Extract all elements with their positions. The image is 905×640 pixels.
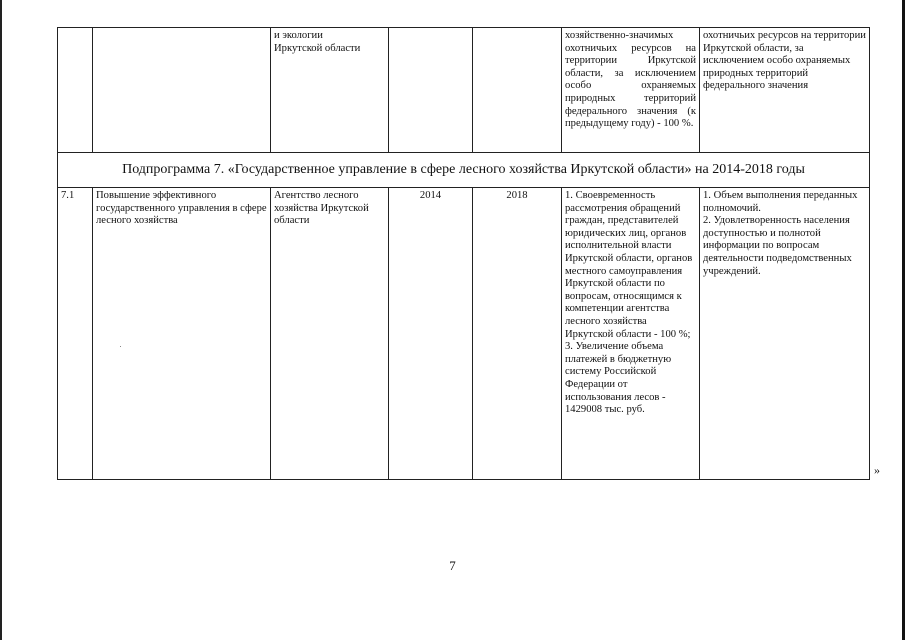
cell-start-year: 2014: [389, 188, 473, 480]
cell-name: Повышение эффективного государственного управления в сфере лесного хозяйства: [93, 188, 271, 480]
cell-executor: и экологии Иркутской области: [271, 28, 389, 153]
page-number: 7: [449, 558, 456, 573]
cell-start-year: [389, 28, 473, 153]
table-row-7-1: [58, 188, 870, 480]
table-row-continuation: [58, 28, 870, 153]
cell-results: 1. Объем выполнения переданных полномочий. 2. Удовлетворенность населения доступностью и полнотой информации по вопросам деятельности подведомственных учреждений.: [700, 188, 870, 480]
cell-end-year: 2018: [473, 188, 562, 480]
cell-name: [93, 28, 271, 153]
cell-end-year: [473, 28, 562, 153]
scan-edge-left: [0, 0, 2, 640]
table-row-subprogram-heading: [58, 153, 870, 188]
subprogram-title: Подпрограмма 7. «Государственное управление в сфере лесного хозяйства Иркутской области» на 2014-2018 годы: [58, 153, 870, 188]
closing-quote: »: [874, 463, 880, 477]
scan-speck: [120, 346, 121, 347]
cell-indicators: 1. Своевременность рассмотрения обращений граждан, представителей юридических лиц, органов исполнительной власти Иркутской области, органов местного самоуправления Иркутской области по вопросам, относящимся к компетенции агентства лесного хозяйства Иркутской области - 100 %; 3. Увеличение объема платежей в бюджетную систему Российской Федерации от использования лесов - 1429008 тыс. руб.: [562, 188, 700, 480]
cell-num: 7.1: [58, 188, 93, 480]
cell-indicators: хозяйственно-значимых охотничьих ресурсов на территории Иркутской области, за исключением особо охраняемых природных территорий федерального значения (к предыдущему году) - 100 %.: [562, 28, 700, 153]
cell-results: охотничьих ресурсов на территории Иркутской области, за исключением особо охраняемых природных территорий федерального значения: [700, 28, 870, 153]
cell-executor: Агентство лесного хозяйства Иркутской области: [271, 188, 389, 480]
program-table: [57, 27, 870, 480]
cell-num: [58, 28, 93, 153]
